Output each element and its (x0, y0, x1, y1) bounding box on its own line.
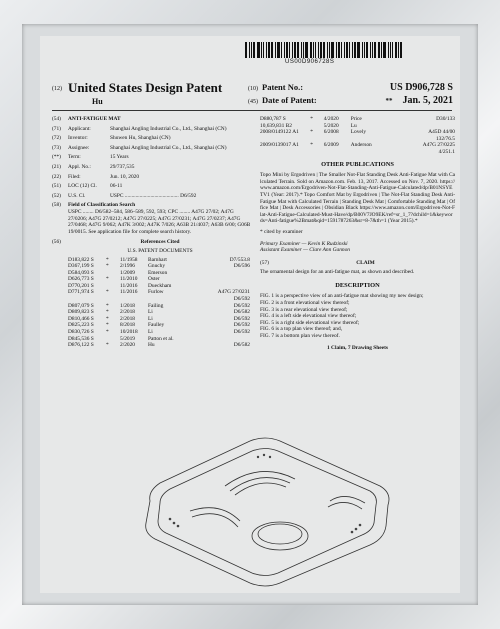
code-10: (10) (248, 86, 258, 92)
reference-cell: Li (148, 309, 153, 316)
references-title: References Cited (140, 239, 180, 246)
reference-cell: 6/2008 (323, 129, 339, 136)
barcode-bar (383, 42, 386, 58)
reference-cell: A45D 44/00 (428, 129, 455, 136)
field-code: (21) (52, 163, 61, 170)
reference-cell: * (310, 142, 313, 149)
code-12: (12) (52, 86, 62, 93)
reference-cell (260, 149, 310, 156)
mat-center-dome (252, 522, 308, 550)
references-continued (260, 116, 455, 156)
left-column (52, 116, 252, 352)
reference-cell (68, 296, 106, 303)
reference-cell: D6/592 (233, 329, 250, 336)
reference-cell: 5/2019 (120, 335, 135, 342)
field-row (52, 135, 252, 142)
barcode-bar (318, 42, 319, 58)
reference-cell: * (106, 256, 109, 263)
barcode-bar (292, 42, 293, 58)
barcode-bar (277, 42, 280, 58)
reference-cell: * (106, 309, 109, 316)
barcode-bar (286, 42, 288, 58)
barcode-bar (400, 42, 402, 58)
reference-row (260, 116, 455, 123)
patent-number: US D906,728 S (389, 82, 453, 93)
barcode-bar (362, 42, 363, 58)
reference-cell (106, 296, 120, 303)
reference-cell (106, 336, 120, 343)
reference-cell: 11/2016 (120, 289, 138, 296)
field-key: Filed: (68, 173, 81, 180)
field-key: LOC (12) Cl. (68, 183, 97, 190)
barcode-bar (329, 42, 330, 58)
reference-cell: Gnuchy (148, 263, 166, 270)
barcode-bar (251, 42, 252, 58)
reference-cell: Lovely (350, 129, 367, 136)
reference-cell: 2008/0149122 A1 (260, 129, 299, 136)
barcode-bar (253, 42, 255, 58)
reference-row (68, 263, 252, 270)
field-row (52, 174, 252, 181)
barcode-bar (257, 42, 260, 58)
description-item: FIG. 1 is a perspective view of an anti-fatigue mat showing my new design; (260, 293, 424, 300)
field-value: Jun. 10, 2020 (110, 173, 140, 180)
mat-ridge-arc (225, 471, 295, 495)
barcode-bar (366, 42, 368, 58)
reference-row (68, 283, 252, 290)
reference-cell: * (310, 116, 313, 122)
field-code: (72) (52, 135, 61, 142)
field-row (52, 154, 252, 161)
barcode-bar (381, 42, 382, 58)
barcode-bar (263, 42, 264, 58)
reference-cell (411, 123, 455, 130)
barcode-bar (310, 42, 312, 58)
other-publications-text: Topo Mini by Ergodriven | The Smaller Not-Flat Standing Desk Anti-Fatigue Mat with Calculated Terrain. Sold on Amazon.com. Feb. 13, 2017. Accessed on Nov. 7, 2020. https://www.amazon.com/Ergodriven-Not-Flat-Standing-Anti-Fatigue-Calculated/dp/B01NSYETV1 (Year: 2017).* Topo Comfort Mat by Ergodriven | The Not-Flat Standing Desk Anti-Fatigue Mat with Calculated Terrain | Standing Desk Mat | Comfortable Standing Mat | Office Mat | Desk Accessories | Obsidian Black https://www.amazon.com/Ergodriven-Not-Flat-Anti-Fatigue-Calculated-Must-Have/dp/B00V7JO9EK/ref=sr_1_7?dchild=1&keywords=Anti-fatigue%2Bmat&qid=1591787263&sr=8-7&th=1 (Year 2015).* (260, 172, 455, 225)
reference-cell: D825,223 S (68, 322, 94, 329)
reference-cell: D6/582 (233, 342, 250, 349)
barcode-bar (303, 42, 304, 58)
field-key: Field of Classification Search (68, 202, 136, 209)
reference-cell: Anderson (350, 142, 372, 149)
field-key: Applicant: (68, 125, 91, 132)
barcode-bar (352, 42, 353, 58)
reference-cell (210, 270, 250, 277)
barcode-bar (271, 42, 273, 58)
reference-cell: 2/1996 (120, 263, 135, 270)
field-code: (51) (52, 183, 61, 190)
field-value: USPC ........................................ D6/592 (110, 192, 197, 199)
anti-fatigue-mat-drawing (130, 431, 400, 591)
barcode-bar (392, 42, 393, 58)
description-item: FIG. 3 is a rear elevational view thereof; (260, 306, 348, 313)
field-code: (22) (52, 173, 61, 180)
field-row (52, 145, 252, 152)
reference-cell: Lu (350, 122, 357, 129)
patent-title-text: United States Design Patent (68, 80, 223, 95)
description-item: FIG. 6 is a top plan view thereof; and, (260, 326, 343, 333)
reference-cell (148, 296, 210, 303)
field-row (52, 116, 252, 123)
field-value: Shuwen Hu, Shanghai (CN) (110, 135, 171, 142)
field-key: Assignee: (68, 144, 90, 151)
other-publications-title: OTHER PUBLICATIONS (321, 160, 394, 168)
reference-cell: D367,199 S (68, 263, 94, 270)
claim-section (260, 260, 455, 267)
field-row (52, 202, 252, 235)
reference-cell: D876,122 S (68, 342, 94, 349)
barcode-bar (370, 42, 371, 58)
reference-row (260, 142, 455, 149)
barcode-bar (388, 42, 389, 58)
reference-cell: D6/596 (233, 263, 250, 270)
reference-cell: 10/2018 (120, 329, 138, 336)
reference-cell: 10,639,831 B2 (260, 122, 292, 129)
reference-cell: 2/2018 (120, 315, 135, 322)
reference-cell (210, 336, 250, 343)
reference-cell: 2/2018 (120, 309, 135, 316)
barcode (245, 42, 435, 58)
barcode-bar (323, 42, 325, 58)
barcode-bar (268, 42, 270, 58)
description-item: FIG. 4 is a left side elevational view thereof; (260, 313, 357, 320)
cited-by-examiner: * cited by examiner (260, 228, 303, 235)
patent-header-right (248, 82, 453, 108)
reference-cell: * (106, 322, 109, 329)
barcode-bar (349, 42, 350, 58)
reference-cell (210, 283, 250, 290)
header-divider (52, 110, 452, 111)
barcode-bar (327, 42, 328, 58)
reference-cell: A47G 27/0225 (422, 142, 455, 149)
reference-cell (324, 149, 351, 156)
bibliographic-fields (52, 116, 252, 235)
reference-cell: D845,536 S (68, 335, 94, 342)
barcode-bar (245, 42, 247, 58)
reference-row (260, 129, 455, 136)
reference-cell: Dueckham (148, 282, 172, 289)
barcode-number: US00D906728S (285, 59, 335, 65)
barcode-bar (395, 42, 397, 58)
barcode-bar (331, 42, 334, 58)
reference-cell: D6/592 (233, 302, 250, 309)
assistant-examiner: Assistant Examiner — Clare Ann Gannon (260, 247, 350, 254)
claim-text: The ornamental design for an anti-fatigue mat, as shown and described. (260, 269, 415, 276)
barcode-bar (284, 42, 285, 58)
reference-row (68, 257, 252, 264)
patent-number-row (248, 82, 453, 93)
barcode-bar (275, 42, 276, 58)
reference-cell: D810,466 S (68, 315, 94, 322)
code-56: (56) (52, 239, 61, 246)
field-row (52, 193, 252, 200)
reference-cell (310, 136, 324, 143)
references-subtitle: U.S. PATENT DOCUMENTS (127, 247, 193, 254)
patent-date: Jan. 5, 2021 (402, 95, 453, 106)
reference-cell: 1/2009 (120, 269, 135, 276)
field-row (52, 126, 252, 133)
reference-row (260, 149, 455, 156)
reference-cell: Price (350, 116, 362, 122)
mat-outline (146, 438, 389, 586)
reference-cell: Li (148, 315, 153, 322)
reference-cell: * (106, 315, 109, 322)
field-key: Term: (68, 154, 81, 161)
inventor-name-header: Hu (92, 97, 103, 106)
field-key: Inventor: (68, 135, 88, 142)
reference-cell: Furlow (148, 289, 164, 296)
reference-cell (351, 136, 411, 143)
reference-cell: * (106, 276, 109, 283)
reference-cell: Oster (148, 276, 160, 283)
reference-cell: Li (148, 329, 153, 336)
barcode-bar (313, 42, 314, 58)
reference-row (68, 296, 252, 303)
reference-cell: A47G 27/0231 (217, 289, 250, 296)
reference-cell: * (310, 129, 313, 136)
reference-cell: 2/2020 (120, 342, 135, 349)
reference-cell (260, 136, 310, 143)
patent-date-row (248, 95, 453, 106)
code-57: (57) (260, 259, 269, 266)
reference-cell: D807,079 S (68, 302, 94, 309)
reference-cell: Failing (148, 302, 164, 309)
reference-row (260, 123, 455, 130)
reference-row (68, 336, 252, 343)
barcode-bar (372, 42, 373, 58)
reference-row (68, 342, 252, 349)
barcode-bar (261, 42, 262, 58)
barcode-bar (305, 42, 308, 58)
barcode-bar (338, 42, 340, 58)
description-item: FIG. 5 is a right side elevational view thereof; (260, 319, 360, 326)
reference-cell: 11/2010 (120, 276, 138, 283)
barcode-bar (390, 42, 391, 58)
reference-cell (106, 270, 120, 277)
reference-cell: 11/2016 (120, 282, 138, 289)
barcode-bar (281, 42, 282, 58)
reference-cell: D626,773 S (68, 276, 94, 283)
barcode-bar (297, 42, 299, 58)
field-value: Shanghai Angling Industrial Co., Ltd., Shanghai (CN) (110, 144, 227, 151)
reference-cell: D6/592 (233, 322, 250, 329)
barcode-bar (398, 42, 399, 58)
field-value: USPC ........ D6/582–584, 586–589, 592, 593; CPC ........ A47G 27/02; A47G 27/0206; A47G 27/0212; A47G 27/0225; A47G 27/0231; A47G 27/0237; A47G 27/0468; A47G 9/062; A47K 3/002; A47K 7/026; A63B 21/4037; A63B 6/00; G06B 19/0015. See application file for complete search history. (68, 208, 251, 235)
reference-cell: * (106, 302, 109, 309)
reference-cell: 132/76.5 (435, 135, 455, 142)
reference-row (68, 316, 252, 323)
field-row (52, 164, 252, 171)
reference-cell: D6/582 (233, 309, 250, 316)
reference-row (68, 329, 252, 336)
reference-cell (351, 149, 411, 156)
reference-cell: Emerson (148, 269, 168, 276)
reference-row (68, 322, 252, 329)
barcode-bar (357, 42, 360, 58)
reference-cell (324, 136, 351, 143)
reference-cell: 1/2018 (120, 302, 135, 309)
reference-row (68, 309, 252, 316)
barcode-bar (320, 42, 322, 58)
reference-cell (310, 123, 324, 130)
references-table (68, 257, 252, 349)
reference-cell: 8/2018 (120, 322, 135, 329)
field-code: (58) (52, 202, 61, 209)
patent-number-label: Patent No.: (262, 82, 304, 92)
reference-cell: * (106, 263, 109, 270)
field-code: (73) (52, 144, 61, 151)
reference-cell (310, 149, 324, 156)
reference-cell (210, 276, 250, 283)
barcode-bar (289, 42, 290, 58)
barcode-bar (364, 42, 365, 58)
description-item: FIG. 7 is a bottom plan view thereof. (260, 333, 340, 340)
reference-cell: 2009/0139017 A1 (260, 142, 299, 149)
field-code: (**) (52, 154, 61, 161)
right-column (260, 116, 455, 351)
barcode-bar (346, 42, 348, 58)
reference-cell: D880,787 S (260, 116, 286, 122)
reference-cell: D770,201 S (68, 282, 94, 289)
field-code: (71) (52, 125, 61, 132)
reference-cell: * (106, 329, 109, 336)
reference-cell (106, 283, 120, 290)
code-45: (45) (248, 99, 258, 105)
reference-cell: Barnhart (148, 256, 167, 263)
reference-cell: 6/2009 (323, 142, 339, 149)
primary-examiner: Primary Examiner — Kevin K Rudzinski (260, 240, 348, 247)
patent-date-label: Date of Patent: (262, 95, 317, 105)
date-stars: ** (385, 97, 393, 105)
reference-cell: D830,726 S (68, 329, 94, 336)
field-code: (52) (52, 192, 61, 199)
reference-cell (120, 296, 148, 303)
field-value: 15 Years (110, 154, 129, 161)
barcode-bar (249, 42, 250, 58)
reference-cell: Patton et al. (148, 335, 174, 342)
reference-cell: 4/251.1 (438, 148, 455, 155)
barcode-bar (336, 42, 337, 58)
reference-cell: D30/133 (436, 116, 455, 122)
patent-type-title (52, 80, 222, 96)
description-title: DESCRIPTION (335, 281, 380, 289)
barcode-bar (354, 42, 356, 58)
field-key: U.S. Cl. (68, 192, 86, 199)
reference-cell: D584,093 S (68, 269, 94, 276)
barcode-bar (374, 42, 376, 58)
barcode-bar (341, 42, 342, 58)
field-value: 06-11 (110, 183, 123, 190)
reference-cell: D6/592 (233, 315, 250, 322)
reference-cell: * (106, 289, 109, 296)
reference-row (260, 136, 455, 143)
reference-cell: * (106, 342, 109, 349)
reference-cell: 11/1958 (120, 256, 138, 263)
claims-sheets-footer: 1 Claim, 7 Drawing Sheets (327, 344, 388, 351)
field-code: (54) (52, 116, 61, 122)
reference-cell: 5/2020 (323, 122, 339, 129)
barcode-bar (301, 42, 302, 58)
reference-cell: D771,974 S (68, 289, 94, 296)
reference-cell: Faulley (148, 322, 165, 329)
reference-cell: D6/592 (233, 296, 250, 303)
reference-cell: Hu (148, 342, 155, 349)
reference-row (68, 289, 252, 296)
description-list (260, 293, 455, 339)
reference-row (68, 276, 252, 283)
field-key: Appl. No.: (68, 163, 91, 170)
description-item: FIG. 2 is a front elevational view thereof; (260, 300, 350, 307)
reference-row (68, 303, 252, 310)
barcode-bar (378, 42, 380, 58)
barcode-bar (294, 42, 296, 58)
reference-cell: 4/2020 (323, 116, 339, 122)
barcode-bar (266, 42, 267, 58)
patent-document (40, 36, 460, 593)
references-section (52, 239, 252, 349)
barcode-bar (315, 42, 316, 58)
reference-cell: D809,823 S (68, 309, 94, 316)
reference-row (68, 270, 252, 277)
claim-title: CLAIM (356, 259, 375, 266)
field-row (52, 183, 252, 190)
field-value: Shanghai Angling Industrial Co., Ltd., Shanghai (CN) (110, 125, 227, 132)
field-value: 29/737,535 (110, 163, 135, 170)
barcode-bar (344, 42, 345, 58)
field-value: ANTI-FATIGUE MAT (68, 116, 121, 122)
reference-cell: D183,822 S (68, 256, 94, 263)
reference-cell: D7/553.8 (229, 256, 250, 263)
